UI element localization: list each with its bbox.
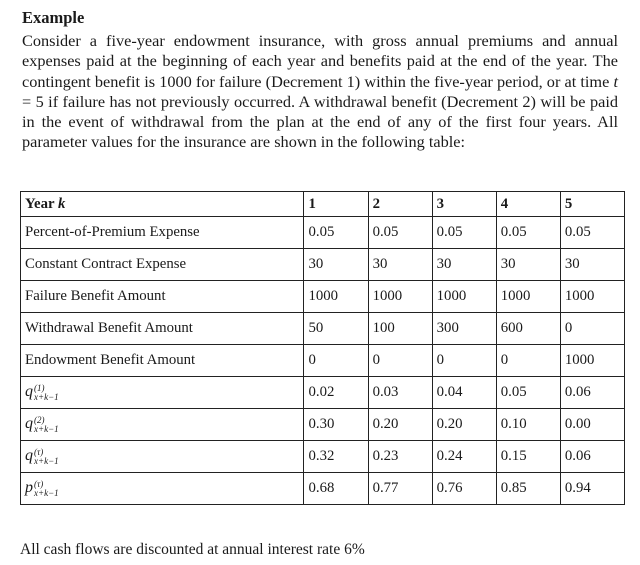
table-cell: 0.10: [496, 409, 560, 441]
table-cell: 0.04: [432, 377, 496, 409]
table-cell: 0.76: [432, 473, 496, 505]
probability-symbol: q (τ) x+k−1: [21, 441, 304, 473]
table-cell: 100: [368, 313, 432, 345]
example-heading: Example: [22, 8, 85, 27]
table-cell: 1000: [496, 281, 560, 313]
table-cell: 0: [432, 345, 496, 377]
table-cell: 0.85: [496, 473, 560, 505]
table-cell: 600: [496, 313, 560, 345]
table-cell: 0.15: [496, 441, 560, 473]
table-cell: 30: [304, 249, 368, 281]
table-cell: 0.32: [304, 441, 368, 473]
statement-part-2: = 5 if failure has not previously occurred. A withdrawal benefit (Decrement 2) will be paid in the event of withdrawal from the plan at the end of any of the first four years. All parameter values for the insurance are shown in the following table:: [22, 91, 618, 152]
table-row: [21, 249, 625, 281]
table-cell: 30: [496, 249, 560, 281]
table-cell: 0.30: [304, 409, 368, 441]
row-label: Percent-of-Premium Expense: [21, 217, 304, 249]
table-cell: 0.02: [304, 377, 368, 409]
table-row: [21, 281, 625, 313]
table-cell: 0: [368, 345, 432, 377]
table-cell: 1000: [560, 345, 624, 377]
probability-symbol: q (2) x+k−1: [21, 409, 304, 441]
table-cell: 30: [432, 249, 496, 281]
table-cell: 0: [496, 345, 560, 377]
probability-row: [21, 441, 625, 473]
problem-statement: [22, 31, 618, 153]
table-cell: 300: [432, 313, 496, 345]
row-label: Constant Contract Expense: [21, 249, 304, 281]
table-cell: 0.06: [560, 377, 624, 409]
table-cell: 0.77: [368, 473, 432, 505]
year-header-cell: 2: [368, 192, 432, 217]
table-cell: 0.05: [496, 377, 560, 409]
year-header-cell: 5: [560, 192, 624, 217]
year-header-cell: 1: [304, 192, 368, 217]
table-cell: 0.23: [368, 441, 432, 473]
parameter-table: [20, 191, 625, 505]
table-row: [21, 345, 625, 377]
statement-part-1: Consider a five-year endowment insurance, with gross annual premiums and annual expenses paid at the beginning of each year and benefits paid at the end of the year. The contingent benefit is 1000 for failure (Decrement 1) within the five-year period, or at time: [22, 31, 618, 91]
row-label: Failure Benefit Amount: [21, 281, 304, 313]
table-row: [21, 217, 625, 249]
table-cell: 0.05: [560, 217, 624, 249]
row-label: Withdrawal Benefit Amount: [21, 313, 304, 345]
table-cell: 0.05: [304, 217, 368, 249]
probability-row: [21, 409, 625, 441]
table-cell: 0.20: [432, 409, 496, 441]
table-cell: 0: [560, 313, 624, 345]
table-cell: 1000: [560, 281, 624, 313]
table-cell: 0.03: [368, 377, 432, 409]
table-cell: 0: [304, 345, 368, 377]
year-header-cell: 4: [496, 192, 560, 217]
table-header-row: [21, 192, 625, 217]
table-cell: 30: [368, 249, 432, 281]
probability-row: [21, 377, 625, 409]
row-label: Endowment Benefit Amount: [21, 345, 304, 377]
discount-note: All cash flows are discounted at annual interest rate 6%: [20, 541, 365, 558]
table-row: [21, 313, 625, 345]
table-cell: 1000: [304, 281, 368, 313]
table-cell: 1000: [368, 281, 432, 313]
table-cell: 0.24: [432, 441, 496, 473]
probability-row: [21, 473, 625, 505]
table-cell: 30: [560, 249, 624, 281]
table-cell: 0.20: [368, 409, 432, 441]
table-cell: 0.06: [560, 441, 624, 473]
time-variable: t: [613, 71, 618, 91]
probability-symbol: p (τ) x+k−1: [21, 473, 304, 505]
year-header-cell: 3: [432, 192, 496, 217]
table-cell: 0.94: [560, 473, 624, 505]
table-cell: 0.68: [304, 473, 368, 505]
year-header-label: Year k: [21, 192, 304, 217]
probability-symbol: q (1) x+k−1: [21, 377, 304, 409]
table-cell: 0.05: [432, 217, 496, 249]
table-cell: 0.05: [496, 217, 560, 249]
table-cell: 0.05: [368, 217, 432, 249]
table-cell: 0.00: [560, 409, 624, 441]
table-cell: 50: [304, 313, 368, 345]
table-cell: 1000: [432, 281, 496, 313]
